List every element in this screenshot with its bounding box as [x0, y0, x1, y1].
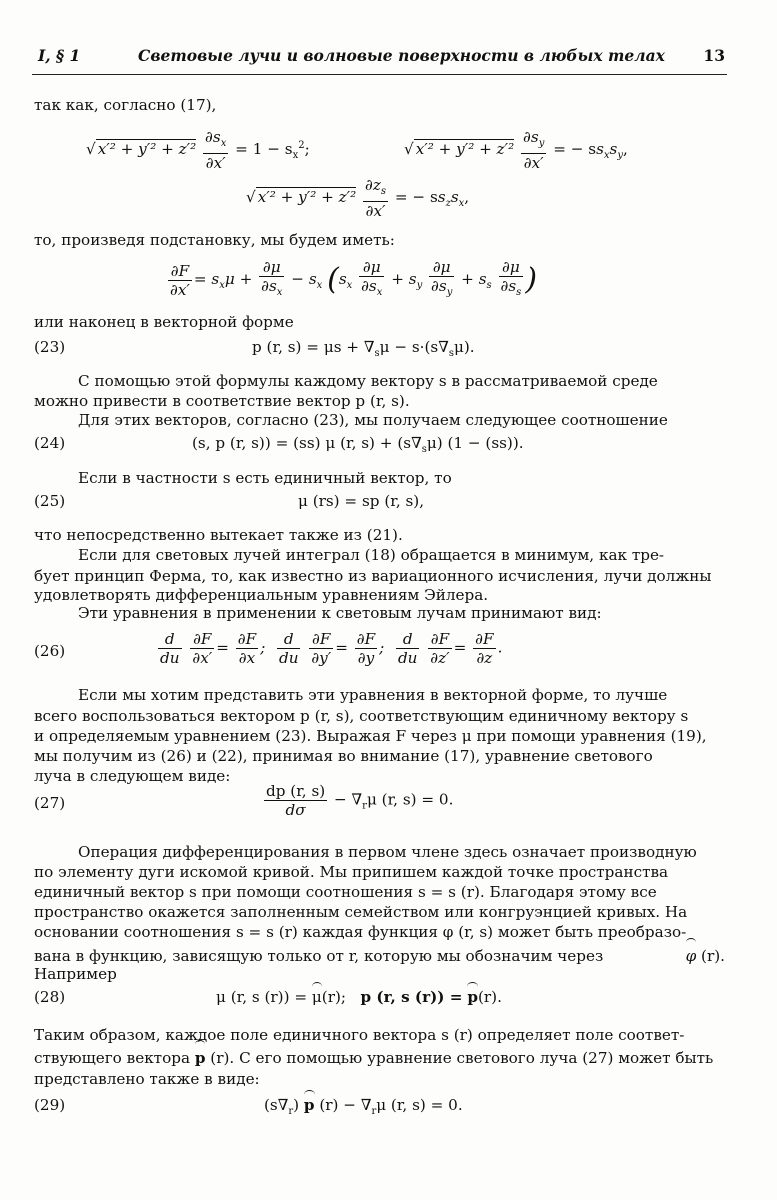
den: ∂x: [238, 649, 256, 667]
eq-part: μ) (1 − (ss)).: [426, 434, 524, 452]
paragraph-line: С помощью этой формулы каждому вектору s в рассматриваемой среде: [78, 372, 658, 390]
num: ∂μ: [359, 258, 384, 277]
phi-hat: φ: [686, 944, 697, 968]
paragraph-line: так как, согласно (17),: [34, 96, 217, 114]
den: ∂x′: [365, 202, 386, 221]
eq-part: μ (rs) = sp (r, s),: [298, 492, 425, 510]
num: ∂F: [309, 630, 333, 649]
paragraph-line: по элементу дуги искомой кривой. Мы припишем каждой точке пространства: [34, 863, 669, 881]
eq-part: ): [293, 1096, 300, 1114]
equation-number: (23): [34, 338, 66, 356]
den: ∂x′: [205, 154, 226, 173]
eq-part: p (r, s (r)) =: [360, 988, 463, 1006]
paragraph-line: Если для световых лучей интеграл (18) обращается в минимум, как тре-: [78, 546, 665, 564]
paragraph-line: Эти уравнения в применении к световым лучам принимают вид:: [78, 604, 602, 622]
page-number: 13: [703, 46, 725, 65]
equation-number: (29): [34, 1096, 66, 1114]
sqrt-arg: x′² + y′² + z′²: [97, 140, 197, 159]
text: (r). С его помощью уравнение светового луча (27) может быть: [210, 1049, 714, 1067]
num: ∂μ: [429, 258, 454, 277]
rhs: = − s: [394, 188, 438, 207]
paragraph-line: представлено также в виде:: [34, 1070, 260, 1088]
num: ∂s: [523, 128, 539, 146]
den: ∂s: [261, 277, 277, 295]
paragraph-line: что непосредственно вытекает также из (21).: [34, 526, 403, 544]
num: ∂μ: [499, 258, 524, 277]
den: ∂x′: [192, 649, 213, 667]
den: ∂y: [357, 649, 375, 667]
num: ∂F: [475, 630, 494, 648]
equation-number: (25): [34, 492, 66, 510]
den: du: [160, 649, 180, 667]
paragraph-line: Для этих векторов, согласно (23), мы получаем следующее соотношение: [78, 411, 668, 429]
paragraph-line: Если в частности s есть единичный вектор, то: [78, 469, 452, 487]
eq-part: (s∇: [264, 1096, 289, 1114]
sqrt-arg: x′² + y′² + z′²: [257, 188, 357, 207]
paragraph-line: основании соотношения s = s (r) каждая функция φ (r, s) может быть преобразо-: [34, 923, 687, 941]
paragraph-line: можно привести в соответствие вектор p (r, s).: [34, 392, 410, 410]
equation-number: (26): [34, 642, 66, 660]
num: d: [158, 630, 182, 649]
paragraph-line: пространство окажется заполненным семейством или конгруэнцией кривых. На: [34, 903, 688, 921]
header-title: Световые лучи и волновые поверхности в любых телах: [138, 46, 665, 65]
den: du: [278, 649, 299, 667]
rhs: = − s: [553, 140, 597, 159]
paragraph-line: бует принцип Ферма, то, как известно из вариационного исчисления, лучи должны: [34, 567, 712, 585]
num: ∂μ: [259, 258, 284, 277]
eq-part: μ (r, s) = 0.: [376, 1096, 463, 1114]
paragraph-line: Операция дифференцирования в первом члене здесь означает производную: [78, 843, 697, 861]
den: ∂s: [431, 277, 447, 295]
paragraph-line: Например: [34, 965, 117, 983]
eq-part: (r);: [321, 988, 347, 1006]
p-hat: p: [303, 1096, 315, 1114]
num: ∂F: [237, 630, 257, 648]
eq-part: μ (r, s) = 0.: [366, 790, 454, 809]
num: ∂s: [205, 128, 221, 146]
equation-number: (24): [34, 434, 66, 452]
eq-part: μ).: [453, 338, 475, 356]
equation-27: (27) $\frac{dp (r, s)}{d\sigma}$ − $\nabla_r\mu$ (r, s) = 0.: [34, 782, 454, 819]
num: ∂F: [190, 630, 214, 649]
equation-sqrt-2: √ x′² + y′² + z′² $\frac{\partial z_s}{\partial x'}$ = − $ss_zs_x$,: [246, 176, 470, 221]
num: d: [277, 630, 301, 649]
paragraph-line: единичный вектор s при помощи соотношения s = s (r). Благодаря этому все: [34, 883, 657, 901]
paragraph-line: мы получим из (26) и (22), принимая во внимание (17), уравнение светового: [34, 747, 653, 765]
paragraph-line: Таким образом, каждое поле единичного вектора s (r) определяет поле соответ-: [34, 1026, 685, 1044]
text: (r).: [701, 947, 725, 965]
paragraph-line: то, произведя подстановку, мы будем иметь:: [34, 231, 395, 249]
den: ∂x′: [170, 280, 190, 299]
den: ∂y′: [311, 649, 332, 667]
paragraph-line: Если мы хотим представить эти уравнения в векторной форме, то лучше: [78, 686, 668, 704]
sqrt-arg: x′² + y′² + z′²: [415, 140, 515, 159]
equation-substitution: $\frac{\partial F}{\partial x'}$ = $s_x\mu$ + $\frac{\partial\mu}{\partial s_x}$ − $s_x$ ($s_x$ $\frac{\partial\mu}{\partial s_x}$ + $s_y$ $\frac{\partial\mu}{\partial s_y}$ + $s_s$ $\frac{\partial\mu}{\partial s_s}$ ): [170, 258, 538, 299]
eq-part: μ (r, s (r)) =: [216, 988, 308, 1006]
rhs: = 1 − s: [235, 140, 293, 159]
paragraph-line: луча в следующем виде:: [34, 767, 231, 785]
equation-29: (29) $(s\nabla_r)$ p $(r) - \nabla_r\mu$ (r, s) = 0.: [34, 1096, 463, 1118]
den: ∂s: [500, 277, 517, 295]
equation-number: (28): [34, 988, 66, 1006]
mu-hat: μ: [311, 988, 322, 1006]
p-hat: p: [195, 1046, 206, 1070]
num: ∂z: [365, 176, 381, 194]
paragraph-line: удовлетворять дифференциальным уравнениям Эйлера.: [34, 586, 489, 604]
mu: μ: [224, 270, 235, 289]
equation-26: (26) $\frac{d}{du}$ $\frac{\partial F}{\partial x'}$ = $\frac{\partial F}{\partial x}$ ; $\frac{d}{du}$ $\frac{\partial F}{\partial y'}$ = $\frac{\partial F}{\partial y}$ ; $\frac{d}{du}$ $\frac{\partial F}{\partial z'}$ = $\frac{\partial F}{\partial z}$ .: [34, 630, 503, 667]
den: dσ: [285, 801, 306, 819]
eq-part: μ − s·(s∇: [379, 338, 449, 356]
den: ∂z′: [430, 649, 450, 667]
equation-28: [34, 988, 725, 1012]
equation-number: (27): [34, 794, 66, 812]
num: ∂F: [168, 262, 192, 281]
den: du: [397, 649, 418, 667]
eq-part: (s, p (r, s)) = (ss) μ (r, s) + (s∇: [192, 434, 422, 452]
num: ∂F: [356, 630, 376, 648]
paragraph-line: всего воспользоваться вектором p (r, s), соответствующим единичному вектору s: [34, 707, 689, 725]
num: d: [396, 630, 420, 649]
equation-23: (23) p (r, $s) = \mu s + \nabla_s\mu - s\cdot(s\nabla_s\mu)$.: [34, 338, 475, 360]
eq-part: p (r, s) = μs + ∇: [252, 338, 375, 356]
section-label: I, § 1: [38, 46, 81, 65]
text: вана в функцию, зависящую только от r, которую мы обозначим через: [34, 947, 604, 965]
paragraph-line: или наконец в векторной форме: [34, 313, 294, 331]
equation-25: [34, 492, 725, 516]
equation-sqrt-1: √ x′² + y′² + z′² $\frac{\partial s_x}{\partial x'}$ = $1 - s_x^2$; √ x′² + y′² + z′² $\frac{\partial s_y}{\partial x'}$ = − $ss_xs_y$,: [86, 128, 628, 173]
equation-24: (24) (s, p (r, s)) = (ss) μ (r, $s) + (s\nabla_s\mu) (1 - (ss))$.: [34, 434, 524, 456]
p-hat: p: [467, 988, 478, 1006]
num: ∂F: [428, 630, 451, 649]
den: ∂x′: [523, 154, 544, 173]
eq-part: − ∇: [334, 790, 363, 809]
header-rule: [32, 74, 727, 75]
num: dp (r, s): [266, 782, 326, 800]
running-header: [38, 46, 725, 70]
den: ∂z: [476, 649, 493, 667]
paragraph-line: и определяемым уравнением (23). Выражая F через μ при помощи уравнения (19),: [34, 727, 707, 745]
eq-part: (r).: [477, 988, 502, 1006]
eq-part: (r) − ∇: [319, 1096, 372, 1114]
text: ствующего вектора: [34, 1049, 191, 1067]
den: ∂s: [361, 277, 377, 295]
